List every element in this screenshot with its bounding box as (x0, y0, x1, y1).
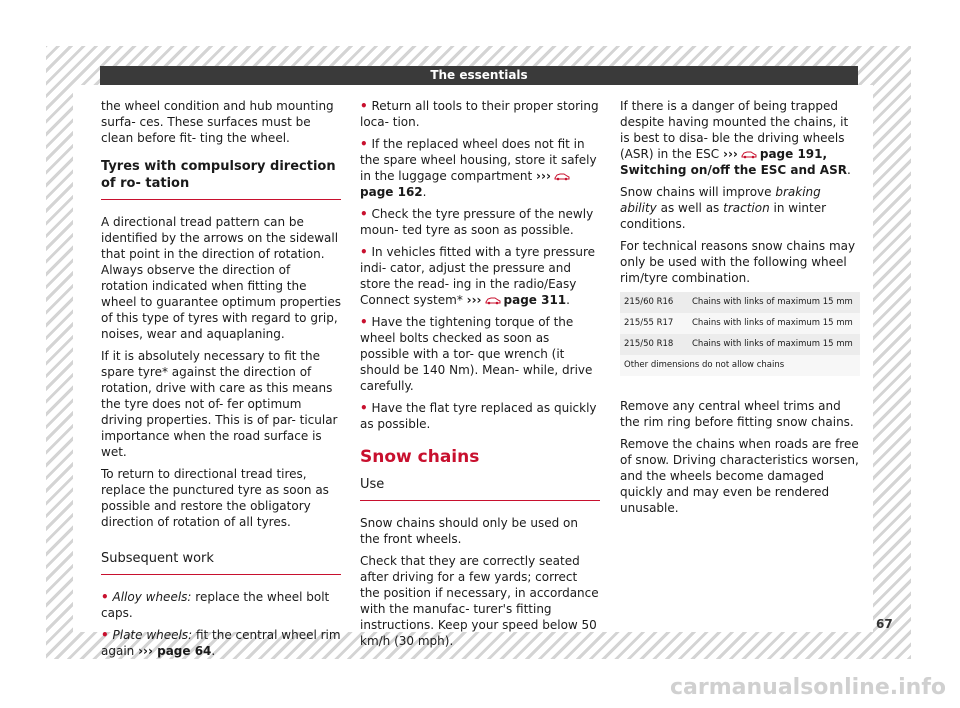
technical-paragraph: For technical reasons snow chains may only be used with the following wheel rim/tyre combination. (620, 239, 856, 285)
column-2 (360, 98, 600, 655)
directional-paragraph-2: If it is absolutely necessary to fit the spare tyre* against the direction of rotation, drive with care as this means the tyre does not of- fer optimum driving properties. This is of par- ticular importance when the road surface is wet. (101, 349, 338, 459)
table-row: 215/55 R17 Chains with links of maximum 15 mm (620, 313, 860, 334)
column-1 (101, 98, 341, 665)
bullet-alloy-wheels: • Alloy wheels: replace the wheel bolt caps. (101, 590, 330, 620)
watermark: carmanualsonline.info (670, 675, 946, 700)
snow-paragraph-1: Snow chains should only be used on the front wheels. (360, 516, 578, 546)
improve-paragraph: Snow chains will improve braking ability as well as traction in winter conditions. (620, 185, 827, 231)
car-icon (554, 172, 570, 181)
heading-snow-chains: Snow chains (360, 447, 480, 467)
remove-chains-paragraph: Remove the chains when roads are free of snow. Driving characteristics worsen, and the wheels become damaged quickly and may even be rendered unusable. (620, 437, 859, 515)
table-row: Other dimensions do not allow chains (620, 355, 860, 376)
asr-paragraph: If there is a danger of being trapped despite having mounted the chains, it is best to disa- ble the driving wheels (ASR) in the ESC ››› page 191, Switching on/off the ESC and ASR. (620, 99, 851, 177)
remove-trims-paragraph: Remove any central wheel trims and the rim ring before fitting snow chains. (620, 399, 854, 429)
bullet-plate-wheels: • Plate wheels: fit the central wheel rim again ››› page 64. (101, 628, 341, 658)
page-ref-link[interactable]: page 162 (360, 185, 423, 199)
bullet-check-pressure: • Check the tyre pressure of the newly moun- ted tyre as soon as possible. (360, 207, 594, 237)
heading-use: Use (360, 476, 600, 501)
directional-paragraph-1: A directional tread pattern can be identified by the arrows on the sidewall that point in the direction of rotation. Always observe the direction of rotation indicated when fitting the wheel to guarantee optimum properties of this type of tyres with regard to grip, noises, wear and aquaplaning. (101, 215, 341, 341)
bullet-torque: • Have the tightening torque of the wheel bolts checked as soon as possible with a tor- que wrench (it should be 140 Nm). Mean- while, drive carefully. (360, 315, 593, 393)
car-icon (741, 150, 757, 159)
bullet-return-tools: • Return all tools to their proper storing loca- tion. (360, 99, 599, 129)
directional-paragraph-3: To return to directional tread tires, replace the punctured tyre as soon as possible and restore the obligatory direction of rotation of all tyres. (101, 467, 329, 529)
bullet-dot: • (101, 628, 109, 642)
heading-directional-tyres: Tyres with compulsory direction of ro- tation (101, 158, 341, 200)
page-ref-link[interactable]: page 191, Switching on/off the ESC and ASR (620, 147, 847, 177)
page-ref-link[interactable]: page 311 (503, 293, 567, 307)
page-number: 67 (876, 617, 893, 631)
bullet-spare-wheel-housing: • If the replaced wheel does not fit in the spare wheel housing, store it safely in the luggage compartment ›››page 162. (360, 137, 597, 199)
page-ref-arrow: ››› (138, 644, 153, 658)
chain-spec-table (620, 292, 860, 376)
intro-paragraph: the wheel condition and hub mounting surfa- ces. These surfaces must be clean before fit- ting the wheel. (101, 99, 334, 145)
heading-subsequent-work: Subsequent work (101, 550, 341, 575)
section-header: The essentials (100, 66, 858, 85)
bullet-dot: • (101, 590, 109, 604)
snow-paragraph-2: Check that they are correctly seated after driving for a few yards; correct the position if necessary, in accordance with the manufac- turer's fitting instructions. Keep your speed below 50 km/h (30 mph). (360, 554, 599, 648)
page-ref-link[interactable]: page 64 (152, 644, 212, 658)
bullet-pressure-indicator: • In vehicles fitted with a tyre pressure indi- cator, adjust the pressure and store the read- ing in the radio/Easy Connect system* ››› page 311. (360, 245, 595, 307)
column-3 (620, 98, 860, 522)
table-row: 215/50 R18 Chains with links of maximum 15 mm (620, 334, 860, 355)
car-icon (485, 296, 501, 305)
table-row: 215/60 R16 Chains with links of maximum 15 mm (620, 292, 860, 313)
bullet-replace-flat: • Have the flat tyre replaced as quickly as possible. (360, 401, 597, 431)
